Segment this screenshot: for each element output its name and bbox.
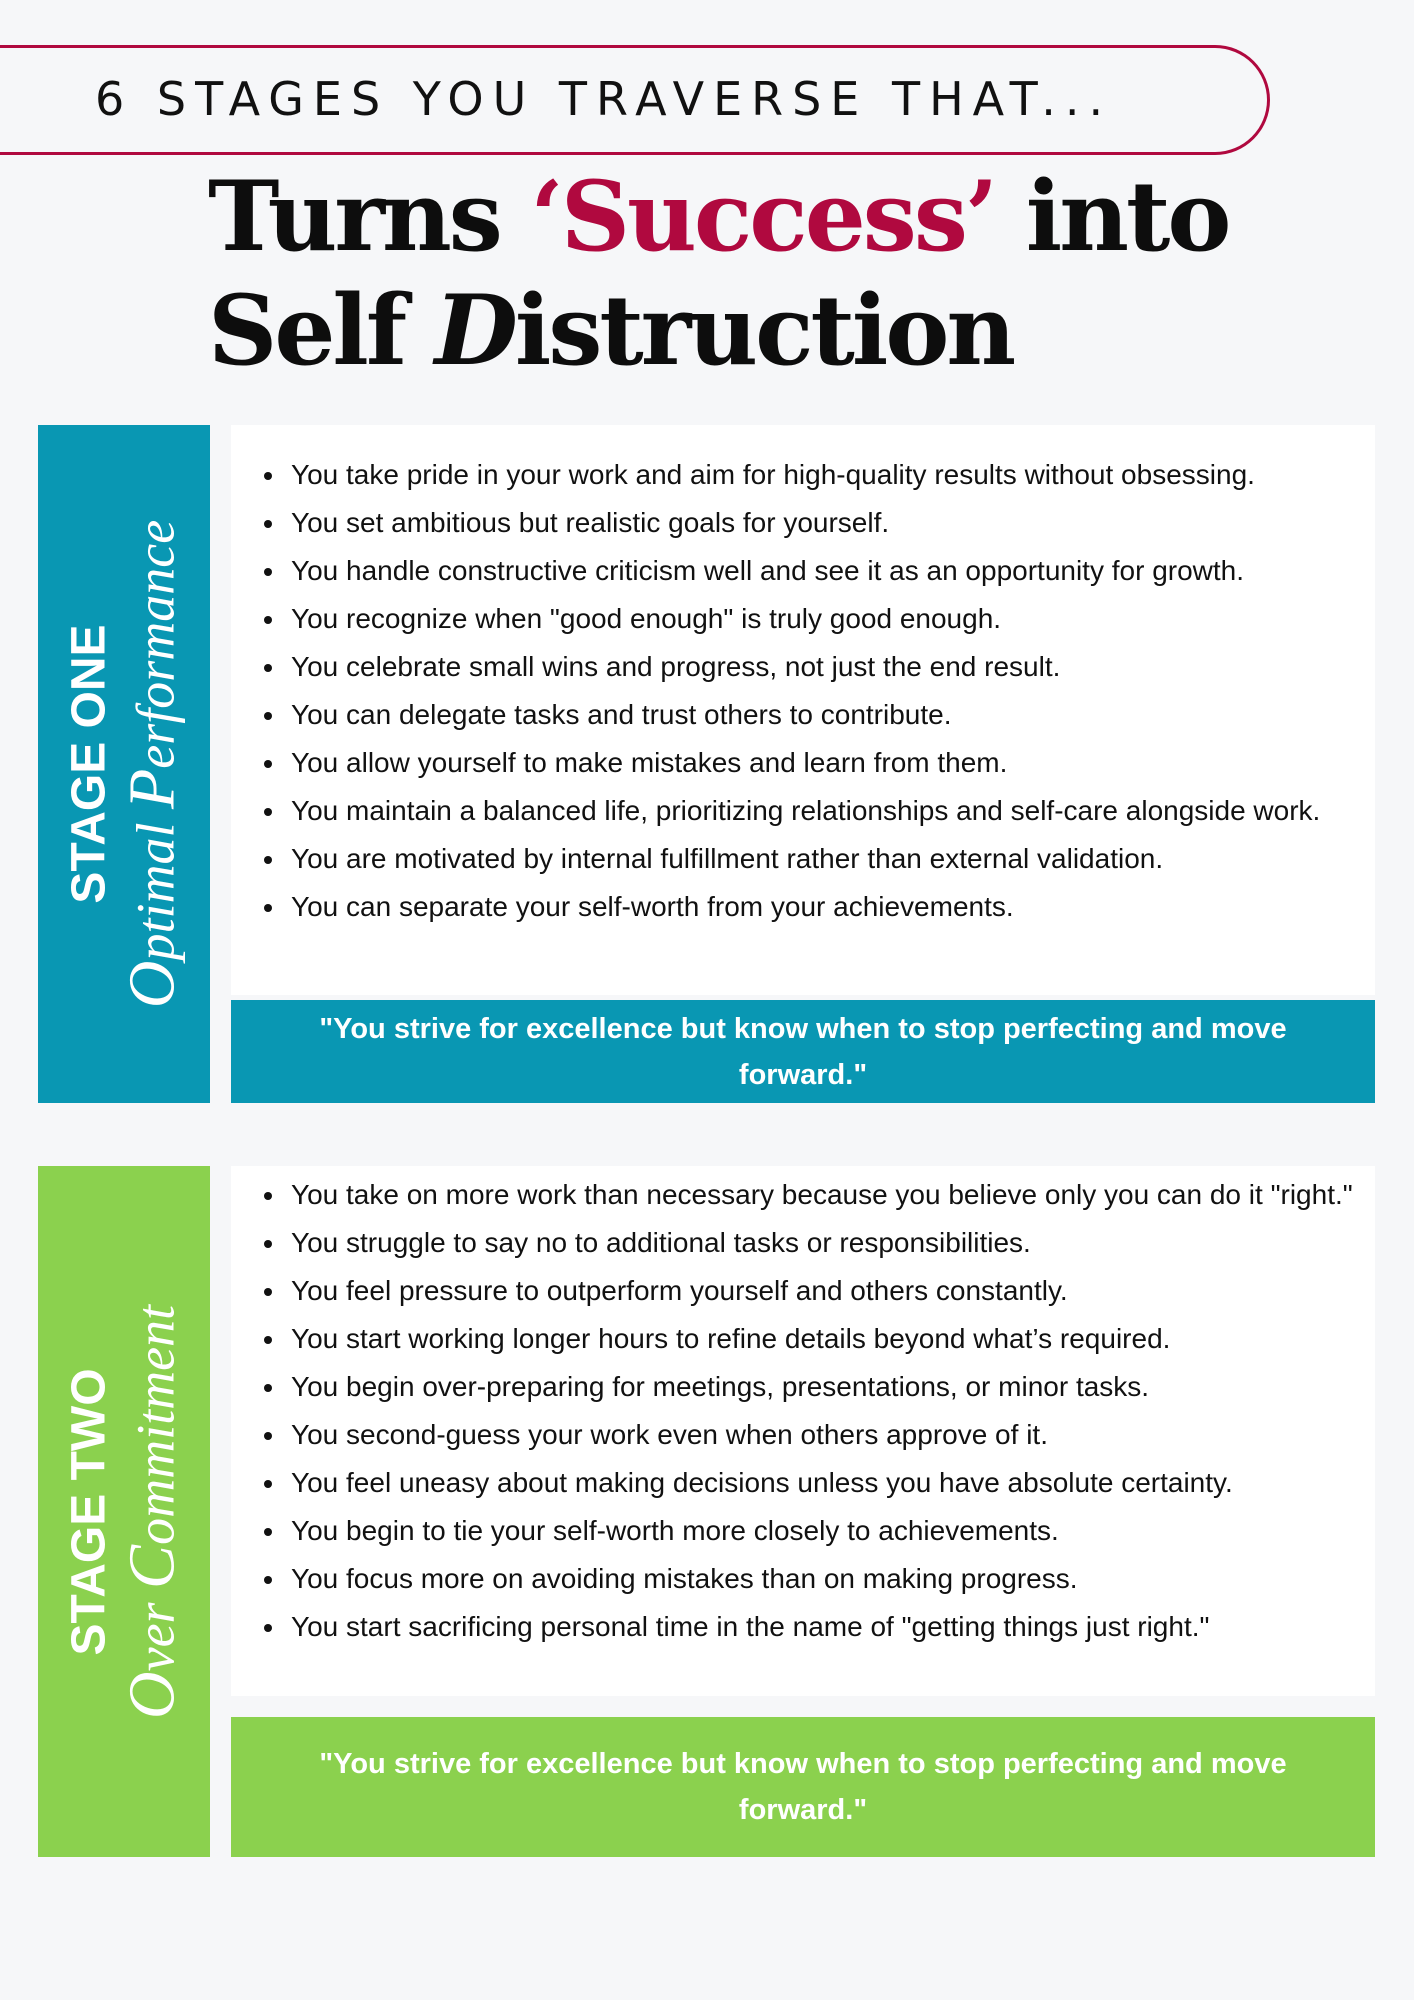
stage-one-list bbox=[231, 425, 1375, 931]
list-item: • You celebrate small wins and progress, not just the end result. bbox=[287, 643, 1365, 691]
stage-two-side-text bbox=[60, 1304, 189, 1718]
list-item: • You take pride in your work and aim for high-quality results without obsessing. bbox=[287, 451, 1365, 499]
list-item: • You can delegate tasks and trust others to contribute. bbox=[287, 691, 1365, 739]
stage-two-content bbox=[231, 1166, 1375, 1696]
list-item: • You second-guess your work even when others approve of it. bbox=[287, 1411, 1365, 1459]
list-item: • You set ambitious but realistic goals for yourself. bbox=[287, 499, 1365, 547]
stage-two-list bbox=[231, 1166, 1375, 1651]
title-word-into: into bbox=[995, 160, 1229, 273]
list-item: • You begin over-preparing for meetings, presentations, or minor tasks. bbox=[287, 1363, 1365, 1411]
stage-one-subtitle: Optimal Performance bbox=[115, 519, 189, 1009]
stage-two-label: STAGE TWO bbox=[62, 1367, 116, 1656]
stage-two-subtitle: Over Commitment bbox=[115, 1304, 189, 1719]
stage-one-side-text bbox=[60, 520, 189, 1008]
stage-one-label: STAGE ONE bbox=[62, 624, 116, 904]
title-word-self: Self bbox=[208, 274, 435, 387]
list-item: • You recognize when "good enough" is truly good enough. bbox=[287, 595, 1365, 643]
list-item: • You struggle to say no to additional tasks or responsibilities. bbox=[287, 1219, 1365, 1267]
title-line-2 bbox=[208, 274, 1228, 388]
list-item: • You can separate your self-worth from your achievements. bbox=[287, 883, 1365, 931]
list-item: • You feel uneasy about making decisions unless you have absolute certainty. bbox=[287, 1459, 1365, 1507]
list-item: • You focus more on avoiding mistakes than on making progress. bbox=[287, 1555, 1365, 1603]
title-letter-d: D bbox=[434, 274, 515, 387]
title-word-turns: Turns bbox=[208, 160, 531, 273]
list-item: • You start sacrificing personal time in the name of "getting things just right." bbox=[287, 1603, 1365, 1651]
stage-one-content bbox=[231, 425, 1375, 995]
list-item: • You take on more work than necessary because you believe only you can do it "right." bbox=[287, 1171, 1365, 1219]
list-item: • You begin to tie your self-worth more closely to achievements. bbox=[287, 1507, 1365, 1555]
list-item: • You allow yourself to make mistakes and learn from them. bbox=[287, 739, 1365, 787]
title-accent-success: ‘Success’ bbox=[530, 160, 996, 273]
stage-two-side-panel bbox=[38, 1166, 210, 1857]
title-word-istruction: istruction bbox=[514, 274, 1014, 387]
page-title bbox=[208, 160, 1228, 388]
stage-two-quote: "You strive for excellence but know when to stop perfecting and move forward." bbox=[231, 1717, 1375, 1857]
stage-one-side-panel bbox=[38, 425, 210, 1103]
list-item: • You feel pressure to outperform yourself and others constantly. bbox=[287, 1267, 1365, 1315]
header-subtitle: 6 STAGES YOU TRAVERSE THAT... bbox=[95, 72, 1113, 126]
title-line-1 bbox=[208, 160, 1228, 274]
list-item: • You are motivated by internal fulfillment rather than external validation. bbox=[287, 835, 1365, 883]
list-item: • You handle constructive criticism well and see it as an opportunity for growth. bbox=[287, 547, 1365, 595]
list-item: • You start working longer hours to refine details beyond what’s required. bbox=[287, 1315, 1365, 1363]
list-item: • You maintain a balanced life, prioritizing relationships and self-care alongside work. bbox=[287, 787, 1365, 835]
stage-one-quote: "You strive for excellence but know when to stop perfecting and move forward." bbox=[231, 1000, 1375, 1103]
